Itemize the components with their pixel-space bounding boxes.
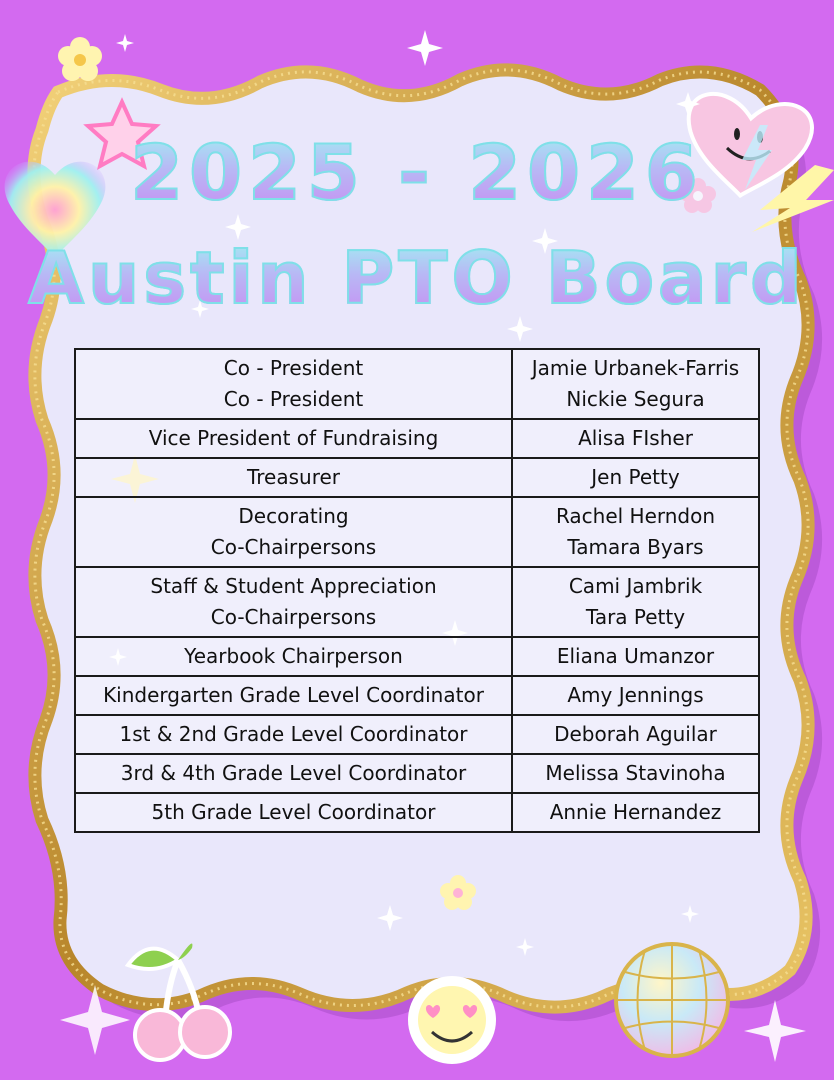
member-cell bbox=[512, 349, 759, 419]
member-cell bbox=[512, 567, 759, 637]
member-name: Cami Jambrik bbox=[568, 574, 703, 598]
smiley-face-icon bbox=[408, 976, 496, 1064]
flower-icon bbox=[58, 37, 102, 81]
table-row bbox=[75, 567, 759, 637]
board-table bbox=[74, 348, 760, 833]
role-cell bbox=[75, 754, 512, 793]
table-row bbox=[75, 637, 759, 676]
member-cell bbox=[512, 676, 759, 715]
table-row bbox=[75, 497, 759, 567]
table-row bbox=[75, 793, 759, 832]
role-cell bbox=[75, 349, 512, 419]
role-label: Co - President bbox=[223, 356, 364, 380]
role-label: Yearbook Chairperson bbox=[184, 644, 403, 668]
sparkle-icon bbox=[744, 1000, 806, 1062]
role-cell bbox=[75, 458, 512, 497]
member-name: Eliana Umanzor bbox=[556, 644, 715, 668]
role-label: Vice President of Fundraising bbox=[148, 426, 439, 450]
role-label: Staff & Student Appreciation bbox=[150, 574, 437, 598]
role-label: 1st & 2nd Grade Level Coordinator bbox=[119, 722, 468, 746]
table-row bbox=[75, 676, 759, 715]
member-cell bbox=[512, 497, 759, 567]
table-row bbox=[75, 349, 759, 419]
role-cell bbox=[75, 419, 512, 458]
member-cell bbox=[512, 419, 759, 458]
member-cell bbox=[512, 754, 759, 793]
role-label: 3rd & 4th Grade Level Coordinator bbox=[120, 761, 467, 785]
role-cell bbox=[75, 793, 512, 832]
role-cell bbox=[75, 567, 512, 637]
role-label: Kindergarten Grade Level Coordinator bbox=[103, 683, 484, 707]
disco-ball-icon bbox=[616, 944, 728, 1056]
member-cell bbox=[512, 793, 759, 832]
member-name: Jamie Urbanek-Farris bbox=[531, 356, 740, 380]
role-cell bbox=[75, 715, 512, 754]
member-cell bbox=[512, 715, 759, 754]
member-cell bbox=[512, 637, 759, 676]
member-name: Tara Petty bbox=[585, 605, 686, 629]
role-cell bbox=[75, 637, 512, 676]
role-label: Decorating bbox=[238, 504, 349, 528]
role-label: Co-Chairpersons bbox=[210, 535, 377, 559]
role-label: Co - President bbox=[223, 387, 364, 411]
member-name: Rachel Herndon bbox=[555, 504, 716, 528]
member-cell bbox=[512, 458, 759, 497]
member-name: Tamara Byars bbox=[567, 535, 704, 559]
role-cell bbox=[75, 497, 512, 567]
board-title: Austin PTO Board bbox=[0, 236, 834, 320]
role-cell bbox=[75, 676, 512, 715]
role-label: Co-Chairpersons bbox=[210, 605, 377, 629]
role-label: Treasurer bbox=[246, 465, 341, 489]
member-name: Melissa Stavinoha bbox=[545, 761, 726, 785]
member-name: Nickie Segura bbox=[566, 387, 705, 411]
table-row bbox=[75, 754, 759, 793]
member-name: Annie Hernandez bbox=[549, 800, 722, 824]
member-name: Amy Jennings bbox=[567, 683, 704, 707]
table-row bbox=[75, 458, 759, 497]
table-row bbox=[75, 419, 759, 458]
member-name: Jen Petty bbox=[591, 465, 680, 489]
member-name: Alisa FIsher bbox=[578, 426, 693, 450]
member-name: Deborah Aguilar bbox=[554, 722, 717, 746]
table-row bbox=[75, 715, 759, 754]
role-label: 5th Grade Level Coordinator bbox=[151, 800, 436, 824]
year-title: 2025 - 2026 bbox=[0, 128, 834, 217]
